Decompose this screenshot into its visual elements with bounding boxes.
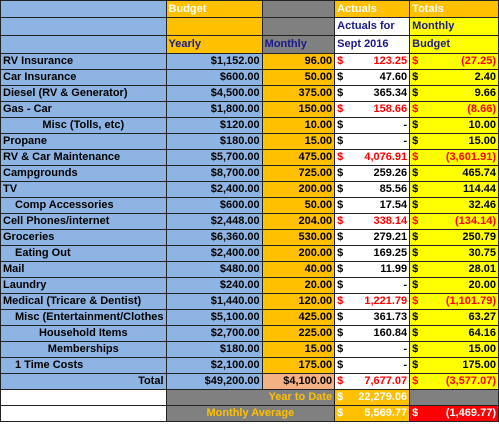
amount: 4,076.91 xyxy=(364,151,408,163)
category-label[interactable]: Propane xyxy=(1,134,167,150)
yearly-amount[interactable]: $4,500.00 xyxy=(166,86,262,102)
actual-amount[interactable] xyxy=(335,310,410,326)
total-amount[interactable] xyxy=(410,278,499,294)
money-value xyxy=(337,102,407,117)
total-amount[interactable] xyxy=(410,230,499,246)
amount: 338.14 xyxy=(373,215,408,227)
amount: (1,101.79) xyxy=(445,295,496,307)
actual-amount[interactable] xyxy=(335,166,410,182)
header-totals[interactable]: Totals xyxy=(410,1,499,18)
money-value xyxy=(337,342,407,357)
monthly-amount[interactable]: 204.00 xyxy=(262,214,335,230)
table-row xyxy=(1,214,499,230)
currency-symbol: $ xyxy=(337,359,344,371)
money-value xyxy=(337,374,407,389)
money-value xyxy=(337,278,407,293)
total-yearly[interactable]: $49,200.00 xyxy=(166,374,262,390)
actual-amount[interactable] xyxy=(335,230,410,246)
total-amount[interactable] xyxy=(410,182,499,198)
amount: 28.01 xyxy=(468,263,496,275)
amount: 250.79 xyxy=(462,231,496,243)
monthly-amount[interactable]: 20.00 xyxy=(262,278,335,294)
currency-symbol: $ xyxy=(412,55,419,67)
category-label[interactable]: Groceries xyxy=(1,230,167,246)
money-value xyxy=(412,374,496,389)
total-actual[interactable] xyxy=(335,374,410,390)
total-amount[interactable] xyxy=(410,294,499,310)
money-value xyxy=(337,230,407,245)
currency-symbol: $ xyxy=(412,263,419,275)
header-monthly-col[interactable]: Monthly xyxy=(262,36,335,54)
amount: 259.26 xyxy=(373,167,408,179)
table-row xyxy=(1,134,499,150)
currency-symbol: $ xyxy=(337,71,344,83)
amount: 20.00 xyxy=(468,279,496,291)
category-label[interactable]: Diesel (RV & Generator) xyxy=(1,86,167,102)
currency-symbol: $ xyxy=(412,375,419,387)
actual-amount[interactable] xyxy=(335,150,410,166)
total-amount[interactable] xyxy=(410,342,499,358)
yearly-amount[interactable]: $1,440.00 xyxy=(166,294,262,310)
money-value xyxy=(412,150,496,165)
table-row xyxy=(1,182,499,198)
total-amount[interactable] xyxy=(410,134,499,150)
currency-symbol: $ xyxy=(412,119,419,131)
amount: - xyxy=(403,279,408,291)
amount: 64.16 xyxy=(468,327,496,339)
monthly-amount[interactable]: 425.00 xyxy=(262,310,335,326)
amount: 465.74 xyxy=(462,167,496,179)
header-monthly[interactable]: Monthly xyxy=(410,18,499,36)
table-row xyxy=(1,326,499,342)
yearly-amount[interactable]: $2,400.00 xyxy=(166,182,262,198)
average-actual[interactable] xyxy=(335,406,410,422)
total-amount[interactable] xyxy=(410,86,499,102)
currency-symbol: $ xyxy=(337,215,344,227)
yearly-amount[interactable]: $180.00 xyxy=(166,342,262,358)
category-label[interactable]: Household Items xyxy=(1,326,167,342)
currency-symbol: $ xyxy=(337,103,344,115)
amount: 5,569.77 xyxy=(364,407,408,419)
money-value xyxy=(412,342,496,357)
amount: 361.73 xyxy=(373,311,408,323)
table-row xyxy=(1,86,499,102)
average-total[interactable] xyxy=(410,406,499,422)
money-value xyxy=(337,86,407,101)
amount: - xyxy=(403,119,408,131)
yearly-amount[interactable]: $6,360.00 xyxy=(166,230,262,246)
monthly-amount[interactable]: 40.00 xyxy=(262,262,335,278)
currency-symbol: $ xyxy=(337,119,344,131)
currency-symbol: $ xyxy=(337,167,344,179)
amount: 32.46 xyxy=(468,199,496,211)
monthly-amount[interactable]: 530.00 xyxy=(262,230,335,246)
yearly-amount[interactable]: $120.00 xyxy=(166,118,262,134)
actual-amount[interactable] xyxy=(335,86,410,102)
monthly-amount[interactable]: 225.00 xyxy=(262,326,335,342)
empty-cell[interactable] xyxy=(1,390,167,406)
category-label[interactable]: Medical (Tricare & Dentist) xyxy=(1,294,167,310)
category-label[interactable]: RV Insurance xyxy=(1,54,167,70)
total-total[interactable] xyxy=(410,374,499,390)
yearly-amount[interactable]: $5,700.00 xyxy=(166,150,262,166)
money-value xyxy=(412,86,496,101)
amount: 158.66 xyxy=(373,103,408,115)
currency-symbol: $ xyxy=(337,375,344,387)
money-value xyxy=(412,182,496,197)
amount: 7,677.07 xyxy=(364,375,408,387)
monthly-amount[interactable]: 200.00 xyxy=(262,182,335,198)
money-value xyxy=(412,214,496,229)
monthly-amount[interactable]: 120.00 xyxy=(262,294,335,310)
total-amount[interactable] xyxy=(410,198,499,214)
amount: 47.60 xyxy=(379,71,408,83)
table-row xyxy=(1,230,499,246)
monthly-amount[interactable]: 50.00 xyxy=(262,70,335,86)
amount: 175.00 xyxy=(462,359,496,371)
header-actuals-for[interactable]: Actuals for xyxy=(335,18,410,36)
currency-symbol: $ xyxy=(337,151,344,163)
ytd-row xyxy=(1,390,499,406)
category-label[interactable]: Campgrounds xyxy=(1,166,167,182)
yearly-amount[interactable]: $2,100.00 xyxy=(166,358,262,374)
total-amount[interactable] xyxy=(410,70,499,86)
header-empty-cell[interactable] xyxy=(1,36,167,54)
header-yearly[interactable]: Yearly xyxy=(166,36,262,54)
money-value xyxy=(337,294,407,309)
money-value xyxy=(337,406,407,421)
header-empty-cell[interactable] xyxy=(262,18,335,36)
currency-symbol: $ xyxy=(337,391,344,403)
yearly-amount[interactable]: $180.00 xyxy=(166,134,262,150)
monthly-amount[interactable]: 50.00 xyxy=(262,198,335,214)
category-label[interactable]: Mail xyxy=(1,262,167,278)
amount: 123.25 xyxy=(373,55,408,67)
table-row xyxy=(1,54,499,70)
header-empty-cell[interactable] xyxy=(1,1,167,18)
actual-amount[interactable] xyxy=(335,278,410,294)
amount: 9.66 xyxy=(474,87,496,99)
currency-symbol: $ xyxy=(412,279,419,291)
currency-symbol: $ xyxy=(412,231,419,243)
total-amount[interactable] xyxy=(410,310,499,326)
currency-symbol: $ xyxy=(412,343,419,355)
category-label[interactable]: Misc (Tolls, etc) xyxy=(1,118,167,134)
yearly-amount[interactable]: $2,400.00 xyxy=(166,246,262,262)
money-value xyxy=(337,326,407,341)
amount: 279.21 xyxy=(373,231,408,243)
table-row xyxy=(1,70,499,86)
money-value xyxy=(412,406,496,421)
header-empty-cell[interactable] xyxy=(1,18,167,36)
total-amount[interactable] xyxy=(410,326,499,342)
currency-symbol: $ xyxy=(412,359,419,371)
amount: (3,601.91) xyxy=(445,151,496,163)
table-row xyxy=(1,198,499,214)
category-label[interactable]: Car Insurance xyxy=(1,70,167,86)
money-value xyxy=(337,182,407,197)
amount: 169.25 xyxy=(373,247,408,259)
money-value xyxy=(412,326,496,341)
total-amount[interactable] xyxy=(410,102,499,118)
currency-symbol: $ xyxy=(412,407,419,419)
total-amount[interactable] xyxy=(410,358,499,374)
table-row xyxy=(1,342,499,358)
amount: 2.40 xyxy=(474,71,496,83)
category-label[interactable]: Misc (Entertainment/Clothes xyxy=(1,310,167,326)
monthly-amount[interactable]: 475.00 xyxy=(262,150,335,166)
table-row xyxy=(1,262,499,278)
total-monthly[interactable]: $4,100.00 xyxy=(262,374,335,390)
amount: 22,279.06 xyxy=(358,391,408,403)
amount: 160.84 xyxy=(373,327,408,339)
money-value xyxy=(337,198,407,213)
monthly-amount[interactable]: 200.00 xyxy=(262,246,335,262)
actual-amount[interactable] xyxy=(335,326,410,342)
actual-amount[interactable] xyxy=(335,198,410,214)
money-value xyxy=(337,214,407,229)
header-sept-2016[interactable]: Sept 2016 xyxy=(335,36,410,54)
amount: 63.27 xyxy=(468,311,496,323)
money-value xyxy=(412,198,496,213)
currency-symbol: $ xyxy=(337,55,344,67)
currency-symbol: $ xyxy=(412,167,419,179)
category-label[interactable]: Laundry xyxy=(1,278,167,294)
money-value xyxy=(337,166,407,181)
amount: - xyxy=(403,359,408,371)
yearly-amount[interactable]: $600.00 xyxy=(166,70,262,86)
yearly-amount[interactable]: $1,152.00 xyxy=(166,54,262,70)
header-empty-cell[interactable] xyxy=(166,18,262,36)
actual-amount[interactable] xyxy=(335,358,410,374)
yearly-amount[interactable]: $2,700.00 xyxy=(166,326,262,342)
currency-symbol: $ xyxy=(412,215,419,227)
actual-amount[interactable] xyxy=(335,342,410,358)
total-amount[interactable] xyxy=(410,54,499,70)
category-label[interactable]: RV & Car Maintenance xyxy=(1,150,167,166)
currency-symbol: $ xyxy=(412,135,419,147)
actual-amount[interactable] xyxy=(335,294,410,310)
amount: 85.56 xyxy=(379,183,408,195)
total-amount[interactable] xyxy=(410,150,499,166)
category-label[interactable]: Eating Out xyxy=(1,246,167,262)
money-value xyxy=(337,54,407,69)
money-value xyxy=(337,358,407,373)
actual-amount[interactable] xyxy=(335,246,410,262)
actual-amount[interactable] xyxy=(335,118,410,134)
table-row xyxy=(1,294,499,310)
actual-amount[interactable] xyxy=(335,134,410,150)
category-label[interactable]: 1 Time Costs xyxy=(1,358,167,374)
amount: 365.34 xyxy=(373,87,408,99)
money-value xyxy=(412,230,496,245)
amount: 10.00 xyxy=(468,119,496,131)
money-value xyxy=(337,118,407,133)
monthly-amount[interactable]: 375.00 xyxy=(262,86,335,102)
currency-symbol: $ xyxy=(412,151,419,163)
table-row xyxy=(1,118,499,134)
table-row xyxy=(1,150,499,166)
money-value xyxy=(337,70,407,85)
currency-symbol: $ xyxy=(412,247,419,259)
money-value xyxy=(337,310,407,325)
average-label[interactable]: Monthly Average xyxy=(166,406,335,422)
money-value xyxy=(337,246,407,261)
amount: (134.14) xyxy=(455,215,496,227)
table-row xyxy=(1,278,499,294)
money-value xyxy=(412,358,496,373)
money-value xyxy=(337,262,407,277)
amount: 15.00 xyxy=(468,135,496,147)
amount: (3,577.07) xyxy=(445,375,496,387)
amount: 1,221.79 xyxy=(364,295,408,307)
actual-amount[interactable] xyxy=(335,54,410,70)
currency-symbol: $ xyxy=(337,263,344,275)
header-row-3 xyxy=(1,36,499,54)
monthly-amount[interactable]: 725.00 xyxy=(262,166,335,182)
currency-symbol: $ xyxy=(337,343,344,355)
empty-cell[interactable] xyxy=(410,390,499,406)
currency-symbol: $ xyxy=(412,327,419,339)
amount: 30.75 xyxy=(468,247,496,259)
amount: 17.54 xyxy=(379,199,408,211)
ytd-actual[interactable] xyxy=(335,390,410,406)
money-value xyxy=(412,166,496,181)
header-row-2 xyxy=(1,18,499,36)
currency-symbol: $ xyxy=(412,311,419,323)
currency-symbol: $ xyxy=(337,327,344,339)
category-label[interactable]: Gas - Car xyxy=(1,102,167,118)
average-row xyxy=(1,406,499,422)
yearly-amount[interactable]: $5,100.00 xyxy=(166,310,262,326)
actual-amount[interactable] xyxy=(335,182,410,198)
currency-symbol: $ xyxy=(337,295,344,307)
yearly-amount[interactable]: $480.00 xyxy=(166,262,262,278)
money-value xyxy=(337,134,407,149)
currency-symbol: $ xyxy=(337,279,344,291)
currency-symbol: $ xyxy=(412,183,419,195)
total-label[interactable]: Total xyxy=(1,374,167,390)
actual-amount[interactable] xyxy=(335,262,410,278)
header-actuals[interactable]: Actuals xyxy=(335,1,410,18)
header-budget-sub[interactable]: Budget xyxy=(410,36,499,54)
monthly-amount[interactable]: 10.00 xyxy=(262,118,335,134)
amount: 15.00 xyxy=(468,343,496,355)
actual-amount[interactable] xyxy=(335,70,410,86)
table-row xyxy=(1,102,499,118)
total-amount[interactable] xyxy=(410,166,499,182)
currency-symbol: $ xyxy=(337,231,344,243)
money-value xyxy=(412,278,496,293)
currency-symbol: $ xyxy=(412,199,419,211)
money-value xyxy=(412,310,496,325)
actual-amount[interactable] xyxy=(335,214,410,230)
amount: (8.66) xyxy=(467,103,496,115)
header-budget[interactable]: Budget xyxy=(166,1,262,18)
amount: 11.99 xyxy=(380,263,408,275)
actual-amount[interactable] xyxy=(335,102,410,118)
money-value xyxy=(412,294,496,309)
currency-symbol: $ xyxy=(337,135,344,147)
currency-symbol: $ xyxy=(337,407,344,419)
yearly-amount[interactable]: $8,700.00 xyxy=(166,166,262,182)
total-amount[interactable] xyxy=(410,118,499,134)
total-amount[interactable] xyxy=(410,262,499,278)
currency-symbol: $ xyxy=(412,295,419,307)
amount: 114.44 xyxy=(462,183,496,195)
money-value xyxy=(412,262,496,277)
amount: (27.25) xyxy=(461,55,496,67)
money-value xyxy=(412,134,496,149)
empty-cell[interactable]: Year to Date xyxy=(166,390,335,406)
money-value xyxy=(337,390,407,405)
yearly-amount[interactable]: $2,448.00 xyxy=(166,214,262,230)
total-amount[interactable] xyxy=(410,214,499,230)
yearly-amount[interactable]: $600.00 xyxy=(166,198,262,214)
empty-cell[interactable] xyxy=(1,406,167,422)
category-label[interactable]: Cell Phones/internet xyxy=(1,214,167,230)
currency-symbol: $ xyxy=(337,87,344,99)
monthly-amount[interactable]: 175.00 xyxy=(262,358,335,374)
total-amount[interactable] xyxy=(410,246,499,262)
monthly-amount[interactable]: 15.00 xyxy=(262,342,335,358)
category-label[interactable]: Memberships xyxy=(1,342,167,358)
currency-symbol: $ xyxy=(412,87,419,99)
table-row xyxy=(1,166,499,182)
yearly-amount[interactable]: $240.00 xyxy=(166,278,262,294)
currency-symbol: $ xyxy=(412,71,419,83)
table-row xyxy=(1,246,499,262)
money-value xyxy=(412,54,496,69)
total-row xyxy=(1,374,499,390)
yearly-amount[interactable]: $1,800.00 xyxy=(166,102,262,118)
money-value xyxy=(412,118,496,133)
currency-symbol: $ xyxy=(337,183,344,195)
currency-symbol: $ xyxy=(412,103,419,115)
category-label[interactable]: TV xyxy=(1,182,167,198)
header-row-1 xyxy=(1,1,499,18)
monthly-amount[interactable]: 150.00 xyxy=(262,102,335,118)
table-row xyxy=(1,310,499,326)
monthly-amount[interactable]: 15.00 xyxy=(262,134,335,150)
monthly-amount[interactable]: 96.00 xyxy=(262,54,335,70)
currency-symbol: $ xyxy=(337,199,344,211)
currency-symbol: $ xyxy=(337,247,344,259)
money-value xyxy=(412,246,496,261)
table-row xyxy=(1,358,499,374)
money-value xyxy=(337,150,407,165)
money-value xyxy=(412,70,496,85)
category-label[interactable]: Comp Accessories xyxy=(1,198,167,214)
currency-symbol: $ xyxy=(337,311,344,323)
amount: - xyxy=(403,343,408,355)
header-empty-cell[interactable] xyxy=(262,1,335,18)
amount: - xyxy=(403,135,408,147)
amount: (1,469.77) xyxy=(445,407,496,419)
money-value xyxy=(412,102,496,117)
